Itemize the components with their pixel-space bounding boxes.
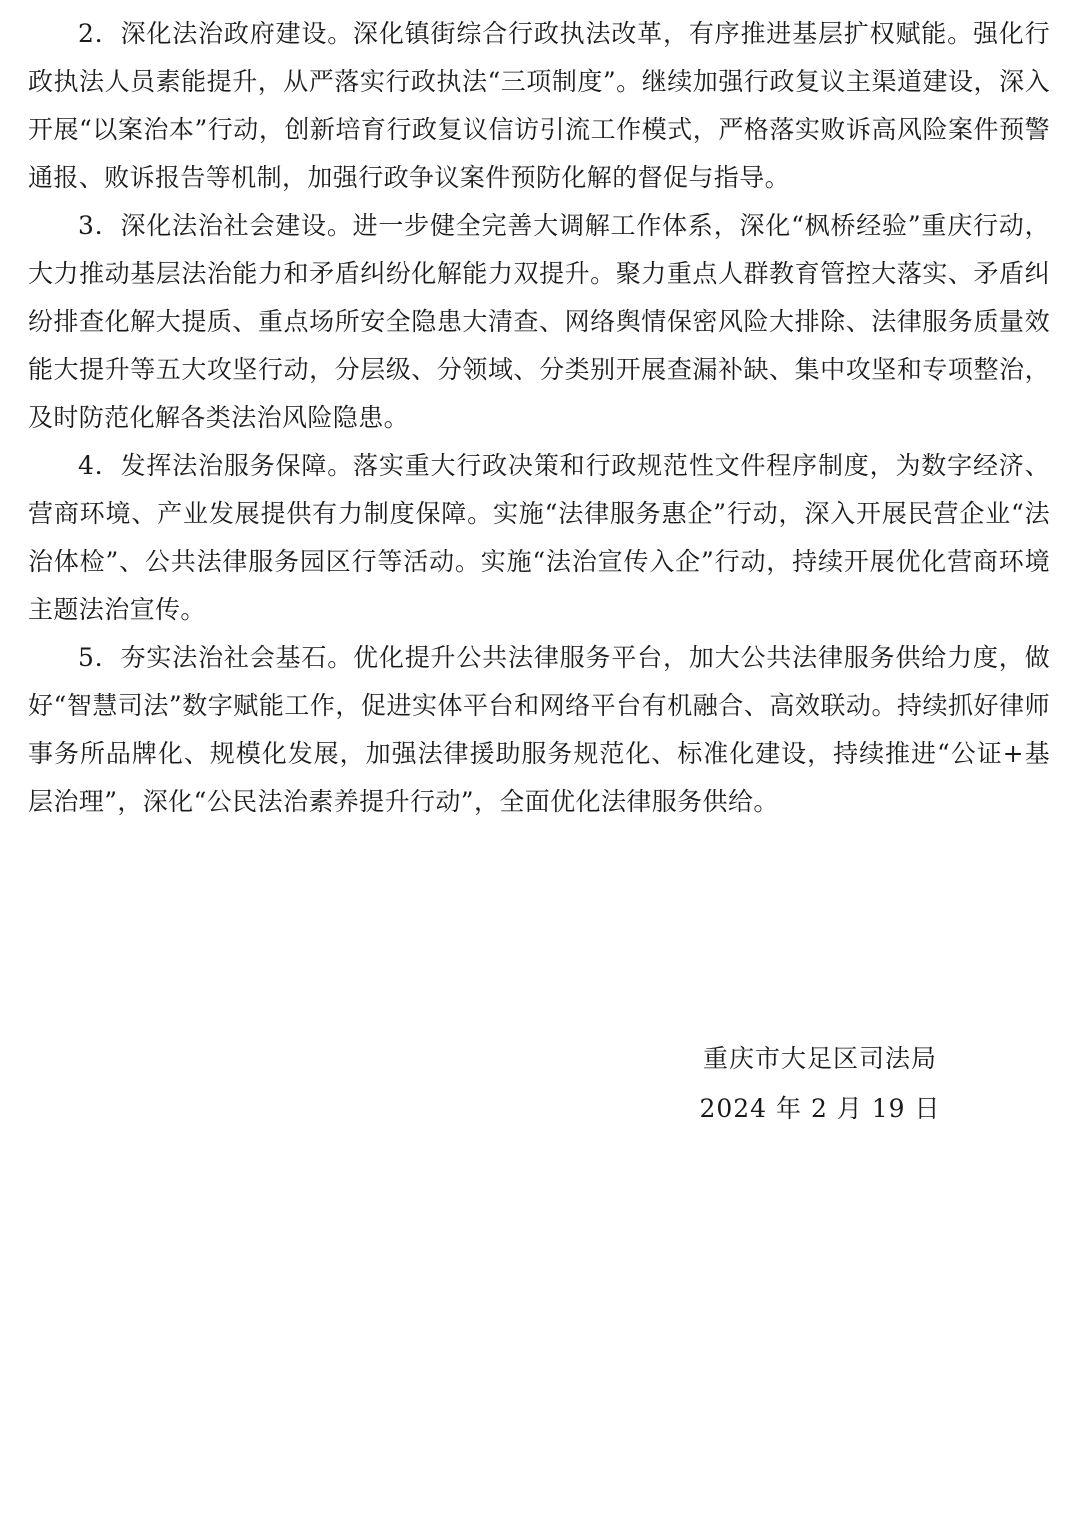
paragraph-3-rule-of-law-society: 3．深化法治社会建设。进一步健全完善大调解工作体系，深化“枫桥经验”重庆行动，大力推动基层法治能力和矛盾纠纷化解能力双提升。聚力重点人群教育管控大落实、矛盾纠纷排查化解大提质、重点场所安全隐患大清查、网络舆情保密风险大排除、法律服务质量效能大提升等五大攻坚行动，分层级、分领域、分类别开展查漏补缺、集中攻坚和专项整治，及时防范化解各类法治风险隐患。 — [28, 211, 1050, 432]
signature-date: 2024 年 2 月 19 日 — [699, 1094, 941, 1123]
paragraph-4-legal-service-guarantee: 4．发挥法治服务保障。落实重大行政决策和行政规范性文件程序制度，为数字经济、营商环境、产业发展提供有力制度保障。实施“法律服务惠企”行动，深入开展民营企业“法治体检”、公共法律服务园区行等活动。实施“法治宣传入企”行动，持续开展优化营商环境主题法治宣传。 — [28, 451, 1050, 624]
document-body — [28, 10, 1050, 826]
paragraph-2-rule-of-law-government: 2．深化法治政府建设。深化镇街综合行政执法改革，有序推进基层扩权赋能。强化行政执法人员素能提升，从严落实行政执法“三项制度”。继续加强行政复议主渠道建设，深入开展“以案治本”行动，创新培育行政复议信访引流工作模式，严格落实败诉高风险案件预警通报、败诉报告等机制，加强行政争议案件预防化解的督促与指导。 — [28, 19, 1050, 192]
signature-block — [660, 1034, 980, 1134]
paragraph-5-social-foundation: 5．夯实法治社会基石。优化提升公共法律服务平台，加大公共法律服务供给力度，做好“智慧司法”数字赋能工作，促进实体平台和网络平台有机融合、高效联动。持续抓好律师事务所品牌化、规模化发展，加强法律援助服务规范化、标准化建设，持续推进“公证+基层治理”，深化“公民法治素养提升行动”，全面优化法律服务供给。 — [28, 643, 1050, 816]
signature-organization: 重庆市大足区司法局 — [702, 1044, 937, 1073]
